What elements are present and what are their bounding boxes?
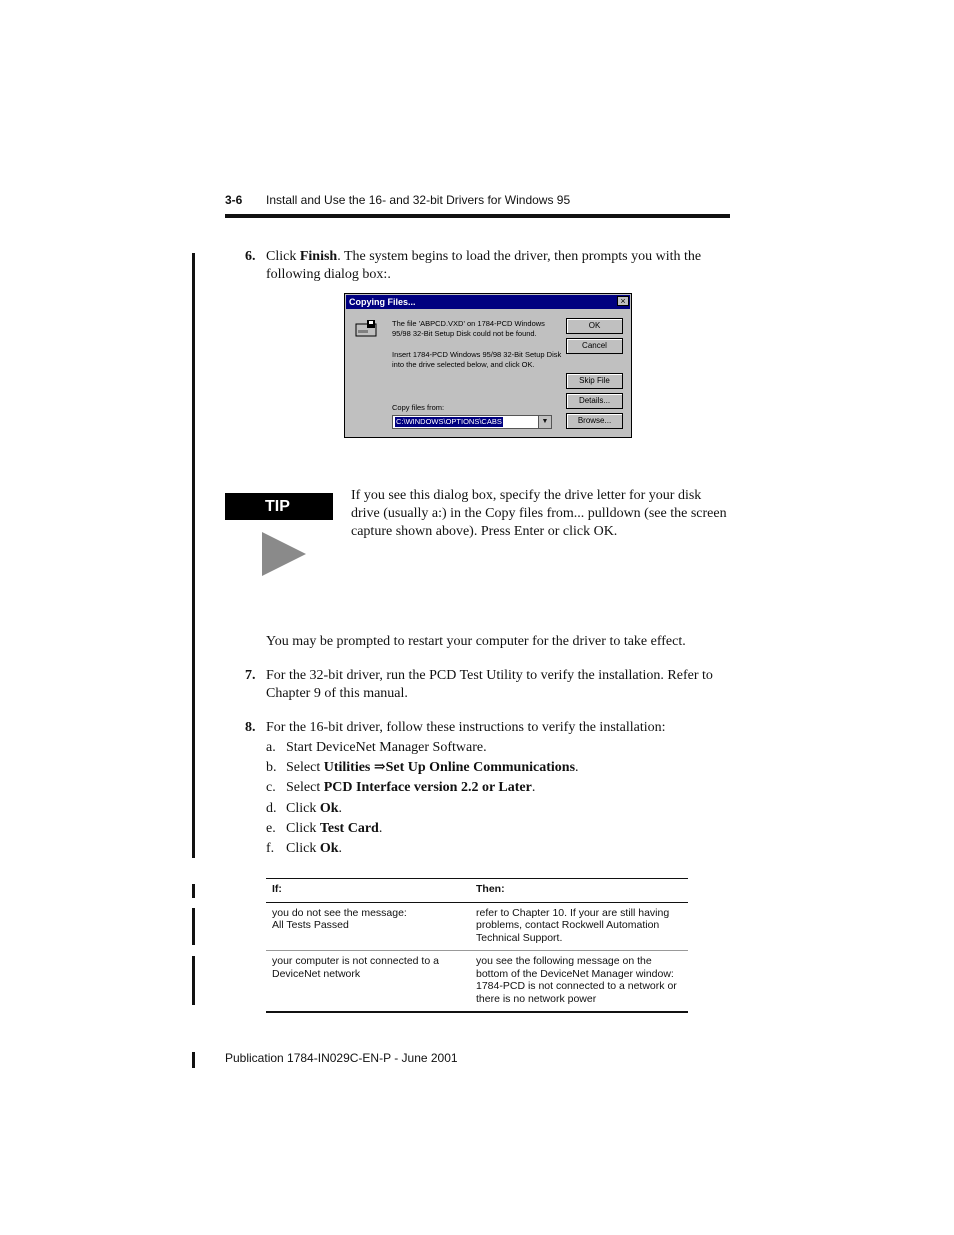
copy-files-value: C:\WINDOWS\OPTIONS\CABS [396, 417, 502, 426]
table-header: If: [266, 879, 470, 903]
substep-d: d. Click Ok. [266, 801, 343, 816]
ok-button[interactable]: OK [566, 318, 623, 334]
page-number: 3-6 [225, 193, 243, 207]
change-bar [192, 1052, 195, 1068]
details-button[interactable]: Details... [566, 393, 623, 409]
table-header-row [266, 879, 688, 903]
copy-files-dropdown[interactable] [392, 415, 552, 429]
dialog-message-1: The file 'ABPCD.VXD' on 1784-PCD Windows 95/98 32-Bit Setup Disk could not be found. [392, 319, 545, 338]
substep-f: f. Click Ok. [266, 841, 343, 856]
restart-note: You may be prompted to restart your computer for the driver to take effect. [266, 634, 686, 649]
substep-b: b. Select Utilities ⇒Set Up Online Communications. [266, 760, 579, 775]
change-bar [192, 956, 195, 1005]
cancel-button[interactable]: Cancel [566, 338, 623, 354]
step-text: For the 16-bit driver, follow these instructions to verify the installation: [266, 720, 666, 735]
close-icon[interactable]: × [617, 296, 629, 306]
change-bar [192, 908, 195, 945]
disk-drive-icon [355, 318, 377, 338]
if-then-table [266, 878, 688, 1013]
browse-button[interactable]: Browse... [566, 413, 623, 429]
table-cell: you see the following message on the bottom of the DeviceNet Manager window: 1784-PCD is not connected to a network or there is no network power [470, 951, 688, 1013]
copying-files-dialog [344, 293, 632, 438]
substep-a: a. Start DeviceNet Manager Software. [266, 740, 487, 755]
table-cell: you do not see the message: All Tests Passed [266, 902, 470, 951]
tip-arrow-icon [262, 532, 306, 576]
step-text: For the 32-bit driver, run the PCD Test Utility to verify the installation. Refer to Chapter 9 of this manual. [266, 668, 713, 701]
change-bar [192, 253, 195, 858]
step-number: 6. [245, 249, 256, 264]
table-cell: your computer is not connected to a DeviceNet network [266, 951, 470, 1013]
dropdown-arrow-icon[interactable]: ▼ [538, 416, 551, 428]
table-row [266, 951, 688, 1013]
chapter-title: Install and Use the 16- and 32-bit Drivers for Windows 95 [266, 193, 571, 207]
substep-c: c. Select PCD Interface version 2.2 or Later. [266, 780, 536, 795]
table-header: Then: [470, 879, 688, 903]
dialog-title-bar: Copying Files... [346, 295, 630, 309]
tip-text: If you see this dialog box, specify the drive letter for your disk drive (usually a:) in the Copy files from... pulldown (see the screen capture shown above). Press Enter or click OK. [351, 488, 727, 539]
step-text: Click Finish. The system begins to load the driver, then prompts you with the following dialog box:. [266, 249, 702, 282]
publication-footer: Publication 1784-IN029C-EN-P - June 2001 [225, 1051, 458, 1065]
copy-files-label: Copy files from: [392, 403, 445, 412]
header-rule [225, 214, 730, 218]
dialog-message-2: Insert 1784-PCD Windows 95/98 32-Bit Setup Disk into the drive selected below, and click OK. [392, 350, 562, 369]
substep-e: e. Click Test Card. [266, 821, 383, 836]
change-bar [192, 884, 195, 898]
table-cell: refer to Chapter 10. If your are still having problems, contact Rockwell Automation Technical Support. [470, 902, 688, 951]
step-number: 8. [245, 720, 256, 735]
table-row [266, 902, 688, 951]
step-number: 7. [245, 668, 256, 683]
skip-file-button[interactable]: Skip File [566, 373, 623, 389]
tip-label: TIP [225, 493, 333, 520]
